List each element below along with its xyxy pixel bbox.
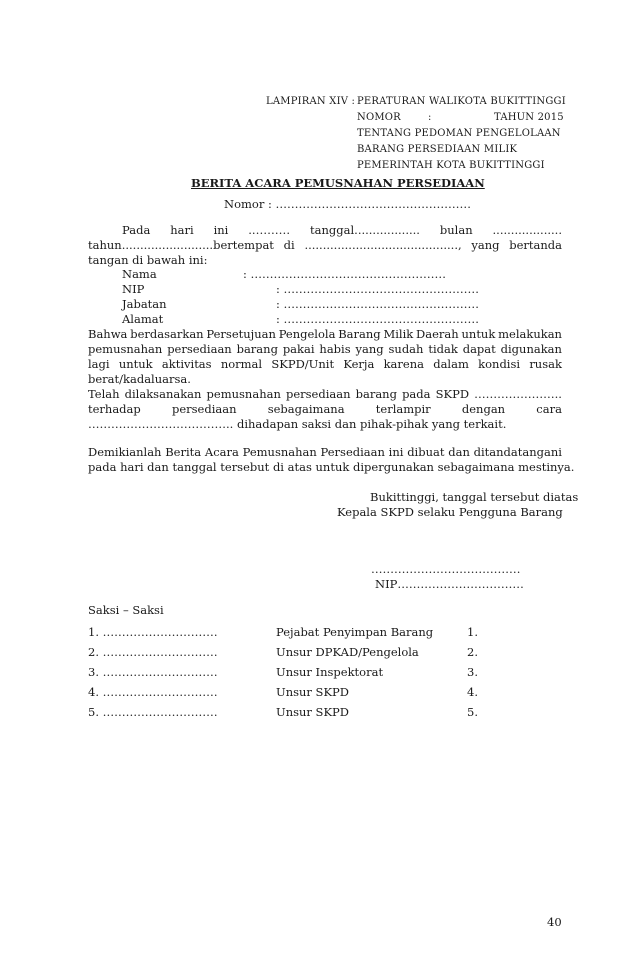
identity-value-alamat: : …………………………………………… bbox=[276, 312, 480, 326]
witness-blank: 4. ………………………… bbox=[88, 685, 218, 699]
paragraph2-line-3: ……………………………….. dihadapan saksi dan pihak-pihak yang terkait. bbox=[88, 417, 507, 431]
lampiran-nomor-colon: : bbox=[428, 112, 432, 123]
signature-name-line: ………………………………… bbox=[371, 562, 521, 576]
lampiran-tahun: TAHUN 2015 bbox=[494, 112, 564, 123]
witness-role: Unsur Inspektorat bbox=[276, 665, 384, 679]
opening-line-3: tangan di bawah ini: bbox=[88, 253, 208, 267]
witness-number: 3. bbox=[467, 665, 478, 679]
paragraph1-line-2: pemusnahan persediaan barang pakai habis yang sudah tidak dapat digunakan bbox=[88, 342, 562, 356]
witness-role: Unsur DPKAD/Pengelola bbox=[276, 645, 419, 659]
lampiran-line3: TENTANG PEDOMAN PENGELOLAAN bbox=[357, 128, 561, 139]
lampiran-line5: PEMERINTAH KOTA BUKITTINGGI bbox=[357, 160, 545, 171]
opening-line-1: Pada hari ini ..……… tanggal.................. bulan ................... bbox=[122, 223, 562, 237]
witness-number: 2. bbox=[467, 645, 478, 659]
opening-line-2: tahun.........................bertempat di .........................................., yang bertanda bbox=[88, 238, 562, 252]
signature-place-date: Bukittinggi, tanggal tersebut diatas bbox=[370, 490, 579, 504]
witness-role: Unsur SKPD bbox=[276, 685, 349, 699]
witness-number: 5. bbox=[467, 705, 478, 719]
paragraph3-line-1: Demikianlah Berita Acara Pemusnahan Persediaan ini dibuat dan ditandatangani bbox=[88, 445, 562, 459]
signature-nip-line: NIP…………………………… bbox=[375, 577, 524, 591]
signature-position: Kepala SKPD selaku Pengguna Barang bbox=[337, 505, 563, 519]
document-title: BERITA ACARA PEMUSNAHAN PERSEDIAAN bbox=[191, 176, 485, 190]
paragraph3-line-2: pada hari dan tanggal tersebut di atas untuk dipergunakan sebagaimana mestinya. bbox=[88, 460, 575, 474]
witness-blank: 5. ………………………… bbox=[88, 705, 218, 719]
witness-blank: 3. ………………………… bbox=[88, 665, 218, 679]
identity-value-jabatan: : …………………………………………… bbox=[276, 297, 480, 311]
paragraph2-line-2: terhadap persediaan sebagaimana terlampir dengan cara bbox=[88, 402, 562, 416]
identity-value-nip: : …………………………………………… bbox=[276, 282, 480, 296]
paragraph1-line-1: Bahwa berdasarkan Persetujuan Pengelola Barang Milik Daerah untuk melakukan bbox=[88, 327, 562, 341]
paragraph2-line-1: Telah dilaksanakan pemusnahan persediaan barang pada SKPD ………………….. bbox=[88, 387, 562, 401]
witness-role: Unsur SKPD bbox=[276, 705, 349, 719]
witness-role: Pejabat Penyimpan Barang bbox=[276, 625, 434, 639]
paragraph1-line-3: lagi untuk aktivitas normal SKPD/Unit Kerja karena dalam kondisi rusak bbox=[88, 357, 562, 371]
witness-number: 1. bbox=[467, 625, 478, 639]
identity-label-nip: NIP bbox=[122, 282, 145, 296]
witness-blank: 2. ………………………… bbox=[88, 645, 218, 659]
identity-label-alamat: Alamat bbox=[122, 312, 164, 326]
witness-blank: 1. ………………………… bbox=[88, 625, 218, 639]
lampiran-line4: BARANG PERSEDIAAN MILIK bbox=[357, 144, 518, 155]
witness-number: 4. bbox=[467, 685, 478, 699]
witnesses-heading: Saksi – Saksi bbox=[88, 603, 164, 617]
paragraph1-line-4: berat/kadaluarsa. bbox=[88, 372, 191, 386]
lampiran-nomor-label: NOMOR bbox=[357, 112, 401, 123]
identity-label-nama: Nama bbox=[122, 267, 157, 281]
page-number: 40 bbox=[547, 915, 562, 929]
identity-label-jabatan: Jabatan bbox=[122, 297, 167, 311]
lampiran-label: LAMPIRAN XIV : bbox=[266, 96, 356, 107]
identity-value-nama: : …………………………………………… bbox=[243, 267, 447, 281]
nomor-line: Nomor : …………………………………………… bbox=[224, 197, 471, 211]
lampiran-line1: PERATURAN WALIKOTA BUKITTINGGI bbox=[357, 96, 566, 107]
